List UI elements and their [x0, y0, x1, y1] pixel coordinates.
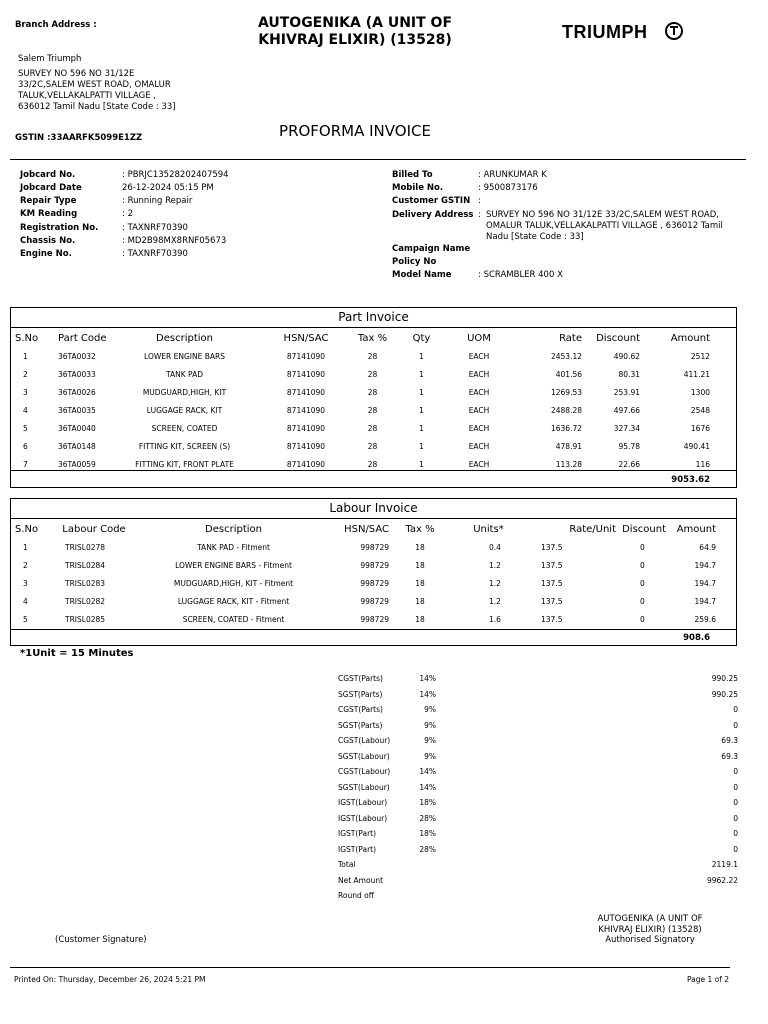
table-row — [10, 538, 737, 556]
table-cell: 5 — [23, 614, 28, 624]
table-cell: LOWER ENGINE BARS - Fitment — [175, 560, 292, 570]
customer-gstin-value: : — [478, 196, 481, 206]
table-cell: MUDGUARD,HIGH, KIT — [142, 387, 227, 397]
table-cell: 36TA0148 — [58, 441, 96, 451]
summary-label: IGST(Labour) — [338, 798, 388, 808]
summary-amount: 0 — [733, 813, 738, 823]
summary-rate — [408, 857, 436, 873]
repair-type-label: Repair Type — [20, 196, 77, 206]
labour-invoice-title-divider — [10, 518, 737, 519]
summary-amount: 990.25 — [711, 689, 738, 699]
part-col-code: Part Code — [58, 332, 107, 344]
document-title: PROFORMA INVOICE — [279, 122, 431, 140]
table-cell: 1 — [23, 351, 28, 361]
table-cell: 2 — [23, 560, 28, 570]
table-cell: 87141090 — [286, 369, 326, 379]
labour-col-rate: Rate/Unit — [569, 523, 616, 535]
part-col-uom: UOM — [467, 332, 491, 344]
table-cell: 28 — [367, 351, 378, 361]
summary-row — [338, 687, 738, 703]
table-cell: 18 — [415, 614, 425, 624]
table-row — [10, 347, 737, 365]
tax-summary-table — [338, 671, 738, 904]
table-cell: 36TA0040 — [58, 423, 96, 433]
summary-amount: 69.3 — [721, 736, 738, 746]
table-cell: 478.91 — [555, 441, 582, 451]
table-cell: 998729 — [360, 578, 389, 588]
table-cell: 2548 — [690, 405, 710, 415]
summary-rate — [408, 873, 436, 889]
labour-col-amount: Amount — [676, 523, 716, 535]
table-cell: 3 — [23, 578, 28, 588]
table-cell: 497.66 — [613, 405, 640, 415]
table-cell: 327.34 — [613, 423, 640, 433]
table-cell: 116 — [695, 459, 710, 469]
header-divider — [10, 159, 746, 160]
table-cell: 1 — [419, 441, 424, 451]
table-cell: EACH — [468, 459, 490, 469]
table-cell: EACH — [468, 423, 490, 433]
model-name-label: Model Name — [392, 270, 452, 280]
table-cell: 0 — [640, 560, 645, 570]
table-cell: 80.31 — [618, 369, 640, 379]
summary-label: IGST(Labour) — [338, 813, 388, 823]
table-cell: EACH — [468, 387, 490, 397]
gstin: GSTIN :33AARFK5099E1ZZ — [15, 133, 143, 143]
summary-rate — [408, 888, 436, 904]
table-row — [10, 610, 737, 628]
table-cell: 1.2 — [489, 596, 501, 606]
summary-label: IGST(Part) — [338, 844, 377, 854]
table-cell: 36TA0032 — [58, 351, 96, 361]
table-cell: 1 — [23, 542, 28, 552]
labour-table-header-row — [10, 520, 737, 538]
table-cell: SCREEN, COATED — [151, 423, 218, 433]
summary-row — [338, 811, 738, 827]
table-cell: 1636.72 — [550, 423, 582, 433]
summary-amount: 0 — [733, 782, 738, 792]
table-cell: 1 — [419, 459, 424, 469]
table-cell: 113.28 — [555, 459, 582, 469]
table-cell: 1269.53 — [550, 387, 582, 397]
summary-label: IGST(Part) — [338, 829, 377, 839]
branch-name: Salem Triumph — [18, 54, 82, 64]
table-cell: FITTING KIT, FRONT PLATE — [135, 459, 234, 469]
table-cell: 36TA0059 — [58, 459, 96, 469]
km-reading-value: : 2 — [122, 209, 133, 219]
summary-row — [338, 795, 738, 811]
table-cell: 36TA0035 — [58, 405, 96, 415]
part-col-tax: Tax % — [357, 332, 388, 344]
footer-divider — [10, 967, 730, 968]
table-cell: 87141090 — [286, 423, 326, 433]
labour-col-tax: Tax % — [405, 523, 435, 535]
table-row — [10, 419, 737, 437]
summary-label: CGST(Labour) — [338, 736, 391, 746]
table-cell: 1 — [419, 423, 424, 433]
table-cell: LUGGAGE RACK, KIT — [146, 405, 223, 415]
summary-amount: 0 — [733, 829, 738, 839]
table-cell: LOWER ENGINE BARS — [144, 351, 225, 361]
table-row — [10, 365, 737, 383]
table-cell: 36TA0026 — [58, 387, 96, 397]
summary-amount: 69.3 — [721, 751, 738, 761]
engine-no-value: : TAXNRF70390 — [122, 249, 188, 259]
table-cell: 1 — [419, 387, 424, 397]
summary-row — [338, 857, 738, 873]
table-cell: 87141090 — [286, 405, 326, 415]
part-invoice-table — [10, 329, 737, 473]
table-cell: FITTING KIT, SCREEN (S) — [138, 441, 231, 451]
table-cell: 194.7 — [694, 560, 716, 570]
labour-col-hsn: HSN/SAC — [344, 523, 389, 535]
table-cell: 490.62 — [613, 351, 640, 361]
branch-address-label: Branch Address : — [15, 20, 97, 30]
table-cell: 18 — [415, 596, 425, 606]
delivery-address-line-2: OMALUR TALUK,VELLAKALPATTI VILLAGE , 636012 Tamil — [486, 221, 723, 231]
table-cell: 4 — [23, 405, 28, 415]
summary-amount: 0 — [733, 767, 738, 777]
table-cell: 1300 — [690, 387, 710, 397]
address-line-1: SURVEY NO 596 NO 31/12E — [18, 69, 135, 79]
summary-row — [338, 718, 738, 734]
table-cell: TRISL0284 — [65, 560, 106, 570]
table-cell: 137.5 — [541, 614, 563, 624]
table-cell: 0.4 — [489, 542, 501, 552]
table-cell: 87141090 — [286, 441, 326, 451]
printed-on: Printed On: Thursday, December 26, 2024 5:21 PM — [14, 975, 206, 984]
summary-rate: 14% — [419, 767, 436, 777]
jobcard-no-value: : PBRJC13528202407594 — [122, 170, 229, 180]
summary-amount: 9962.22 — [706, 875, 738, 885]
summary-rate: 14% — [419, 674, 436, 684]
table-cell: 1.2 — [489, 560, 501, 570]
address-line-3: TALUK,VELLAKALPATTI VILLAGE , — [18, 91, 156, 101]
part-invoice-title-divider — [10, 327, 737, 328]
registration-no-label: Registration No. — [20, 223, 99, 233]
labour-invoice-total: 908.6 — [683, 633, 710, 643]
summary-amount — [436, 888, 738, 904]
unit-note: *1Unit = 15 Minutes — [20, 648, 134, 659]
summary-label: Net Amount — [338, 875, 384, 885]
summary-row — [338, 702, 738, 718]
delivery-address-line-3: Nadu [State Code : 33] — [486, 232, 584, 242]
part-col-discount: Discount — [596, 332, 640, 344]
table-cell: 0 — [640, 614, 645, 624]
table-cell: 18 — [415, 578, 425, 588]
summary-label: CGST(Parts) — [338, 674, 383, 684]
table-cell: 137.5 — [541, 560, 563, 570]
customer-gstin-label: Customer GSTIN — [392, 196, 471, 206]
address-line-2: 33/2C,SALEM WEST ROAD, OMALUR — [18, 80, 171, 90]
table-cell: 137.5 — [541, 542, 563, 552]
jobcard-no-label: Jobcard No. — [20, 170, 76, 180]
table-cell: 2 — [23, 369, 28, 379]
part-col-amount: Amount — [670, 332, 710, 344]
signatory-line-1: AUTOGENIKA (A UNIT OF — [597, 914, 703, 924]
table-row — [10, 383, 737, 401]
summary-row — [338, 733, 738, 749]
jobcard-date-label: Jobcard Date — [20, 183, 82, 193]
table-cell: 64.9 — [699, 542, 716, 552]
summary-row — [338, 671, 738, 687]
part-invoice-total: 9053.62 — [671, 475, 710, 485]
policy-no-label: Policy No — [392, 257, 437, 267]
table-cell: EACH — [468, 351, 490, 361]
summary-rate: 9% — [424, 751, 436, 761]
labour-invoice-total-divider — [10, 629, 737, 630]
summary-rate: 9% — [424, 736, 436, 746]
summary-amount: 990.25 — [711, 674, 738, 684]
table-cell: 998729 — [360, 596, 389, 606]
table-cell: 6 — [23, 441, 28, 451]
table-cell: 28 — [367, 441, 378, 451]
labour-col-description: Description — [205, 523, 262, 535]
table-cell: 5 — [23, 423, 28, 433]
registration-no-value: : TAXNRF70390 — [122, 223, 188, 233]
table-cell: TANK PAD — [166, 369, 203, 379]
table-cell: 87141090 — [286, 351, 326, 361]
table-cell: 1.2 — [489, 578, 501, 588]
table-row — [10, 592, 737, 610]
part-col-rate: Rate — [559, 332, 582, 344]
summary-amount: 0 — [733, 720, 738, 730]
summary-rate: 14% — [419, 782, 436, 792]
summary-rate: 28% — [419, 813, 436, 823]
table-cell: 28 — [367, 387, 378, 397]
summary-label: SGST(Labour) — [338, 751, 390, 761]
table-cell: MUDGUARD,HIGH, KIT - Fitment — [173, 578, 294, 588]
table-cell: TANK PAD - Fitment — [197, 542, 270, 552]
table-cell: EACH — [468, 441, 490, 451]
table-cell: 2488.28 — [550, 405, 582, 415]
table-cell: SCREEN, COATED - Fitment — [182, 614, 285, 624]
summary-label: Total — [338, 860, 356, 870]
table-cell: 7 — [23, 459, 28, 469]
model-name-value: : SCRAMBLER 400 X — [478, 270, 563, 280]
table-cell: TRISL0283 — [65, 578, 106, 588]
billed-to-label: Billed To — [392, 170, 433, 180]
summary-amount: 0 — [733, 798, 738, 808]
labour-col-discount: Discount — [622, 523, 666, 535]
summary-rate: 9% — [424, 705, 436, 715]
jobcard-date-value: 26-12-2024 05:15 PM — [122, 183, 214, 193]
table-cell: 28 — [367, 369, 378, 379]
summary-row — [338, 764, 738, 780]
labour-invoice-table — [10, 520, 737, 628]
summary-label: CGST(Labour) — [338, 767, 391, 777]
table-cell: 137.5 — [541, 596, 563, 606]
table-row — [10, 556, 737, 574]
triumph-logo — [560, 18, 690, 46]
summary-label: SGST(Parts) — [338, 720, 383, 730]
table-cell: 28 — [367, 405, 378, 415]
table-cell: 411.21 — [683, 369, 710, 379]
customer-signature: (Customer Signature) — [55, 935, 147, 945]
table-cell: EACH — [468, 405, 490, 415]
summary-label: Round off — [338, 891, 374, 901]
signatory-line-3: Authorised Signatory — [605, 935, 695, 945]
table-cell: 1 — [419, 369, 424, 379]
labour-col-sno: S.No — [15, 523, 39, 535]
table-cell: 18 — [415, 542, 425, 552]
part-col-hsn: HSN/SAC — [283, 332, 329, 344]
mobile-value: : 9500873176 — [478, 183, 538, 193]
table-cell: 18 — [415, 560, 425, 570]
table-cell: 0 — [640, 578, 645, 588]
table-cell: 1 — [419, 351, 424, 361]
address-line-4: 636012 Tamil Nadu [State Code : 33] — [18, 102, 176, 112]
summary-label: CGST(Parts) — [338, 705, 383, 715]
labour-col-code: Labour Code — [62, 523, 126, 535]
delivery-address-label: Delivery Address — [392, 210, 474, 220]
table-cell: 36TA0033 — [58, 369, 96, 379]
table-cell: 87141090 — [286, 387, 326, 397]
table-cell: 194.7 — [694, 596, 716, 606]
summary-amount: 0 — [733, 705, 738, 715]
table-cell: 0 — [640, 542, 645, 552]
table-cell: 1 — [419, 405, 424, 415]
table-cell: 259.6 — [694, 614, 716, 624]
table-cell: 95.78 — [618, 441, 640, 451]
table-cell: 22.66 — [618, 459, 640, 469]
summary-rate: 18% — [419, 829, 436, 839]
table-cell: 998729 — [360, 614, 389, 624]
table-row — [10, 455, 737, 473]
delivery-address-colon: : — [478, 210, 481, 220]
table-cell: 28 — [367, 459, 378, 469]
summary-rate: 28% — [419, 844, 436, 854]
table-cell: 87141090 — [286, 459, 326, 469]
summary-row — [338, 780, 738, 796]
km-reading-label: KM Reading — [20, 209, 78, 219]
table-cell: 998729 — [360, 542, 389, 552]
triumph-logo-text: TRIUMPH — [562, 22, 648, 42]
chassis-no-label: Chassis No. — [20, 236, 76, 246]
summary-amount: 2119.1 — [711, 860, 738, 870]
table-cell: 137.5 — [541, 578, 563, 588]
table-cell: 194.7 — [694, 578, 716, 588]
table-cell: 2453.12 — [550, 351, 582, 361]
table-row — [10, 437, 737, 455]
authorised-signatory-block — [580, 914, 720, 946]
table-cell: 998729 — [360, 560, 389, 570]
table-cell: EACH — [468, 369, 490, 379]
summary-row — [338, 749, 738, 765]
part-col-sno: S.No — [15, 332, 39, 344]
summary-row — [338, 842, 738, 858]
table-cell: 0 — [640, 596, 645, 606]
summary-rate: 14% — [419, 689, 436, 699]
table-cell: LUGGAGE RACK, KIT - Fitment — [177, 596, 290, 606]
summary-label: SGST(Parts) — [338, 689, 383, 699]
delivery-address-line-1: SURVEY NO 596 NO 31/12E 33/2C,SALEM WEST ROAD, — [486, 210, 719, 220]
labour-invoice-title: Labour Invoice — [329, 501, 418, 515]
summary-amount: 0 — [733, 844, 738, 854]
table-cell: 3 — [23, 387, 28, 397]
chassis-no-value: : MD2B98MX8RNF05673 — [122, 236, 227, 246]
table-cell: 28 — [367, 423, 378, 433]
page-number: Page 1 of 2 — [687, 975, 730, 984]
part-col-qty: Qty — [412, 332, 431, 344]
summary-row — [338, 888, 738, 904]
table-cell: 490.41 — [683, 441, 710, 451]
table-cell: 1676 — [690, 423, 710, 433]
table-cell: TRISL0282 — [65, 596, 106, 606]
table-cell: 2512 — [690, 351, 710, 361]
engine-no-label: Engine No. — [20, 249, 72, 259]
table-cell: 253.91 — [613, 387, 640, 397]
summary-label: SGST(Labour) — [338, 782, 390, 792]
table-cell: 4 — [23, 596, 28, 606]
campaign-name-label: Campaign Name — [392, 244, 471, 254]
table-row — [10, 401, 737, 419]
summary-row — [338, 873, 738, 889]
company-title: AUTOGENIKA (A UNIT OF KHIVRAJ ELIXIR) (13528) — [257, 15, 453, 48]
table-cell: TRISL0285 — [65, 614, 106, 624]
part-invoice-title: Part Invoice — [338, 310, 409, 324]
part-table-header-row — [10, 329, 737, 347]
signatory-line-2: KHIVRAJ ELIXIR) (13528) — [598, 924, 702, 935]
summary-rate: 9% — [424, 720, 436, 730]
summary-row — [338, 826, 738, 842]
summary-rate: 18% — [419, 798, 436, 808]
table-cell: 401.56 — [555, 369, 582, 379]
table-cell: 1.6 — [489, 614, 501, 624]
repair-type-value: : Running Repair — [122, 196, 193, 206]
part-col-description: Description — [156, 332, 213, 344]
billed-to-value: : ARUNKUMAR K — [478, 170, 547, 180]
table-cell: TRISL0278 — [65, 542, 106, 552]
labour-col-units: Units* — [473, 523, 504, 535]
table-row — [10, 574, 737, 592]
mobile-label: Mobile No. — [392, 183, 444, 193]
